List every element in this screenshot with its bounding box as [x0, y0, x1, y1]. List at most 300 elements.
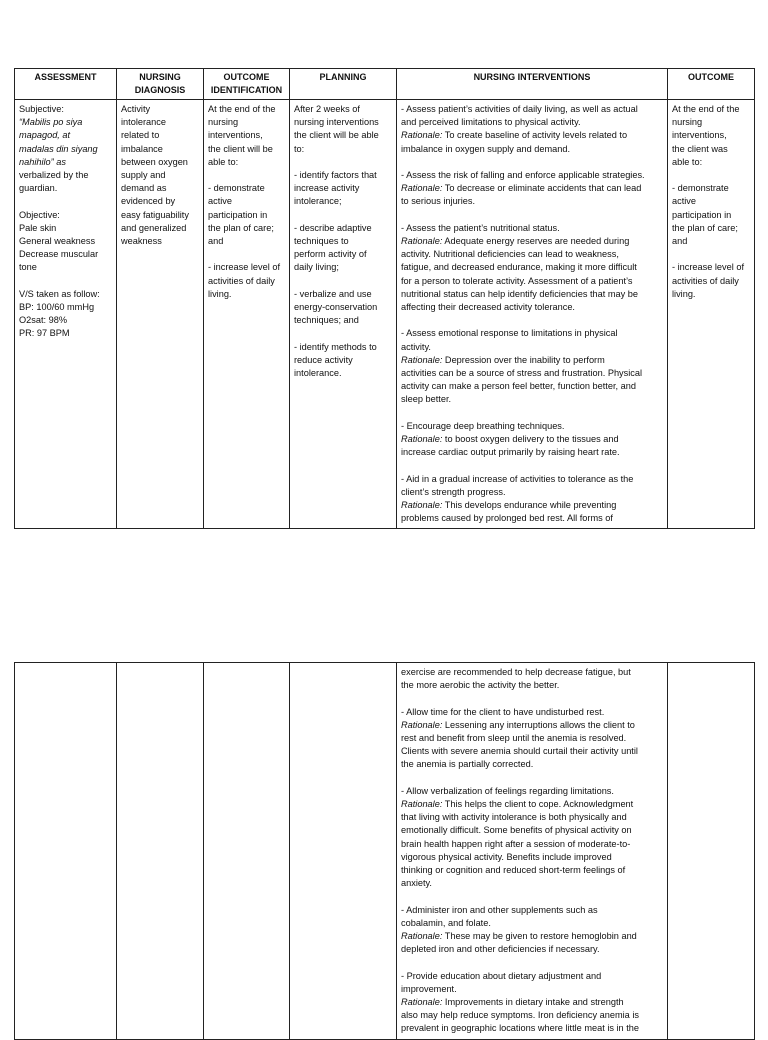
line-text: easy fatiguability: [121, 209, 189, 220]
blank-line: [672, 169, 750, 182]
text-line: [672, 261, 750, 274]
line-text: interventions,: [672, 130, 727, 141]
header-row: [15, 69, 755, 100]
line-text: between oxygen: [121, 156, 188, 167]
header-line: OUTCOME: [688, 72, 734, 82]
blank-line: [19, 275, 112, 288]
line-text: intolerance.: [294, 368, 342, 378]
line-text: nursing: [672, 117, 703, 128]
line-text: - Aid in a gradual increase of activities to tolerance as the: [401, 473, 634, 484]
line-text: activities of daily: [208, 275, 275, 286]
line-text: and perceived limitations to physical activity.: [401, 117, 581, 128]
line-text: able to:: [672, 156, 703, 167]
header-line: DIAGNOSIS: [134, 85, 186, 95]
line-text: - describe adaptive: [294, 222, 372, 233]
text-line: [294, 354, 392, 367]
line-text: - Provide education about dietary adjustment and: [401, 970, 602, 981]
line-text: - demonstrate: [208, 183, 265, 194]
text-line: [19, 156, 112, 169]
assessment-cell: [15, 100, 117, 529]
blank-line: [401, 407, 663, 420]
text-line: [401, 103, 663, 116]
table-row: [15, 663, 755, 1040]
blank-line: [401, 209, 663, 222]
line-text: weakness: [121, 236, 162, 247]
text-line: [294, 143, 392, 156]
line-text: Depression over the inability to perform: [442, 354, 605, 365]
line-text: techniques; and: [294, 315, 359, 326]
header-planning: [290, 69, 397, 100]
nursing-interventions-cell-continued: [397, 663, 668, 1040]
line-text: depleted iron and other deficiencies if necessary.: [401, 944, 600, 955]
text-line: [294, 129, 392, 142]
header-line: OUTCOME: [223, 72, 270, 82]
line-text: exercise are recommended to help decrease fatigue, but: [401, 667, 631, 677]
table-row: [15, 100, 755, 529]
text-line: [672, 182, 750, 195]
text-line: [401, 1009, 663, 1022]
text-line: [401, 904, 663, 917]
header-line: NURSING INTERVENTIONS: [473, 72, 591, 82]
line-text: active: [672, 196, 697, 207]
line-text: Improvements in dietary intake and strength: [442, 997, 624, 1008]
line-text: the client will be able: [294, 130, 379, 141]
text-line: [401, 996, 663, 1009]
line-text: Lessening any interruptions allows the client to: [442, 719, 635, 730]
line-text: nursing interventions: [294, 117, 379, 128]
line-text: - demonstrate: [672, 183, 729, 194]
text-line: [401, 327, 663, 340]
line-text: Clients with severe anemia should curtail their activity until: [401, 746, 638, 757]
text-line: [19, 143, 112, 156]
line-text: - Encourage deep breathing techniques.: [401, 420, 565, 431]
line-text: Subjective:: [19, 104, 64, 114]
line-text: After 2 weeks of: [294, 104, 360, 114]
text-line: [121, 116, 199, 129]
text-line: [401, 222, 663, 235]
line-text: able to:: [208, 156, 239, 167]
line-text: verbalized by the: [19, 170, 89, 181]
text-line: [121, 195, 199, 208]
text-line: [121, 209, 199, 222]
text-line: [401, 499, 663, 512]
line-text: mapagod, at: [19, 130, 71, 141]
line-text: - increase level of: [208, 262, 281, 273]
line-text: demand as: [121, 183, 167, 194]
line-text: To decrease or eliminate accidents that can lead: [442, 183, 642, 194]
line-text: - Assess patient’s activities of daily living, as well as actual: [401, 104, 638, 114]
line-text: participation in: [672, 209, 732, 220]
line-text: - identify methods to: [294, 341, 377, 352]
assessment-cell-continued: [15, 663, 117, 1040]
text-line: [19, 116, 112, 129]
line-text: sleep better.: [401, 394, 452, 405]
text-line: [401, 917, 663, 930]
text-line: [19, 129, 112, 142]
text-line: [401, 420, 663, 433]
line-text: rest and benefit from sleep until the anemia is resolved.: [401, 733, 627, 743]
text-line: [401, 811, 663, 824]
blank-line: [294, 327, 392, 340]
line-text: - Allow verbalization of feelings regarding limitations.: [401, 785, 614, 796]
line-text: tone: [19, 262, 37, 273]
outcome-cell-continued: [668, 663, 755, 1040]
line-text: - Assess emotional response to limitations in physical: [401, 328, 618, 339]
line-text: supply and: [121, 170, 166, 181]
text-line: [208, 275, 285, 288]
rationale-label: Rationale:: [401, 931, 443, 942]
outcome-identification-cell-continued: [204, 663, 290, 1040]
line-text: and: [672, 236, 688, 247]
text-line: [121, 235, 199, 248]
blank-line: [294, 275, 392, 288]
header-outcome: [668, 69, 755, 100]
line-text: related to: [121, 130, 160, 141]
blank-line: [401, 772, 663, 785]
rationale-label: Rationale:: [401, 434, 443, 445]
line-text: nahihilo” as: [19, 156, 66, 167]
line-text: cobalamin, and folate.: [401, 917, 491, 928]
planning-cell-continued: [290, 663, 397, 1040]
outcome-cell: [668, 100, 755, 529]
line-text: to boost oxygen delivery to the tissues and: [442, 434, 619, 445]
header-line: NURSING: [139, 72, 181, 82]
text-line: [121, 103, 199, 116]
text-line: [401, 877, 663, 890]
text-line: [401, 288, 663, 301]
nursing-interventions-cell: [397, 100, 668, 529]
line-text: - Assess the patient’s nutritional status.: [401, 222, 560, 233]
rationale-label: Rationale:: [401, 799, 443, 809]
text-line: [208, 143, 285, 156]
text-line: [672, 116, 750, 129]
blank-line: [401, 459, 663, 472]
line-text: problems caused by prolonged bed rest. All forms of: [401, 513, 613, 524]
line-text: participation in: [208, 209, 268, 220]
line-text: nutritional status can help identify deficiencies that may be: [401, 288, 638, 299]
text-line: [294, 261, 392, 274]
text-line: [294, 314, 392, 327]
text-line: [121, 169, 199, 182]
care-plan-table-page-2: [14, 662, 755, 1040]
blank-line: [208, 169, 285, 182]
text-line: [401, 261, 663, 274]
text-line: [208, 261, 285, 274]
text-line: [401, 169, 663, 182]
text-line: [401, 864, 663, 877]
line-text: the plan of care;: [208, 222, 274, 233]
nursing-diagnosis-cell-continued: [117, 663, 204, 1040]
text-line: [294, 235, 392, 248]
text-line: [294, 222, 392, 235]
text-line: [294, 103, 392, 116]
text-line: [401, 354, 663, 367]
line-text: that living with activity intolerance is both physically and: [401, 812, 627, 823]
text-line: [672, 143, 750, 156]
line-text: PR: 97 BPM: [19, 328, 70, 339]
blank-line: [208, 248, 285, 261]
text-line: [672, 222, 750, 235]
rationale-label: Rationale:: [401, 130, 443, 141]
line-text: daily living;: [294, 262, 339, 273]
line-text: nursing: [208, 117, 239, 128]
text-line: [19, 169, 112, 182]
text-line: [19, 103, 112, 116]
header-nursing-diagnosis: [117, 69, 204, 100]
header-outcome-identification: [204, 69, 290, 100]
text-line: [401, 248, 663, 261]
text-line: [401, 745, 663, 758]
text-line: [294, 248, 392, 261]
text-line: [294, 182, 392, 195]
text-line: [19, 288, 112, 301]
text-line: [208, 103, 285, 116]
line-text: prevalent in geographic locations where little meat is in the: [401, 1023, 639, 1034]
nursing-diagnosis-cell: [117, 100, 204, 529]
text-line: [401, 486, 663, 499]
line-text: - Assess the risk of falling and enforce applicable strategies.: [401, 170, 645, 180]
text-line: [401, 512, 663, 525]
text-line: [294, 195, 392, 208]
line-text: emotionally difficult. Some benefits of physical activity on: [401, 825, 632, 836]
text-line: [208, 129, 285, 142]
text-line: [401, 930, 663, 943]
text-line: [208, 288, 285, 301]
line-text: activities can be a source of stress and frustration. Physical: [401, 368, 643, 379]
text-line: [401, 446, 663, 459]
line-text: affecting their decreased activity tolerance.: [401, 302, 575, 313]
line-text: At the end of the: [208, 104, 276, 114]
line-text: the anemia is partially corrected.: [401, 759, 534, 770]
text-line: [294, 116, 392, 129]
text-line: [401, 341, 663, 354]
line-text: imbalance in oxygen supply and demand.: [401, 143, 571, 154]
line-text: anxiety.: [401, 878, 432, 889]
text-line: [401, 719, 663, 732]
text-line: [401, 785, 663, 798]
text-line: [121, 129, 199, 142]
text-line: [401, 393, 663, 406]
text-line: [208, 235, 285, 248]
text-line: [401, 706, 663, 719]
line-text: techniques to: [294, 236, 349, 246]
line-text: activities of daily: [672, 275, 739, 286]
text-line: [401, 666, 663, 679]
text-line: [672, 275, 750, 288]
text-line: [401, 970, 663, 983]
blank-line: [401, 956, 663, 969]
header-nursing-interventions: [397, 69, 668, 100]
line-text: increase cardiac output primarily by raising heart rate.: [401, 447, 620, 458]
blank-line: [672, 248, 750, 261]
line-text: active: [208, 196, 233, 207]
text-line: [401, 758, 663, 771]
text-line: [294, 169, 392, 182]
line-text: the client was: [672, 143, 728, 154]
text-line: [401, 473, 663, 486]
text-line: [208, 156, 285, 169]
line-text: evidenced by: [121, 196, 176, 207]
line-text: activity. Nutritional deficiencies can lead to weakness,: [401, 249, 619, 260]
text-line: [208, 222, 285, 235]
text-line: [208, 182, 285, 195]
line-text: vigorous physical activity. Benefits include improved: [401, 851, 612, 862]
line-text: - Administer iron and other supplements such as: [401, 904, 598, 915]
text-line: [19, 327, 112, 340]
line-text: Pale skin: [19, 222, 57, 233]
line-text: the plan of care;: [672, 222, 738, 233]
line-text: “Mabilis po siya: [19, 117, 83, 128]
text-line: [19, 301, 112, 314]
rationale-label: Rationale:: [401, 354, 443, 365]
rationale-label: Rationale:: [401, 183, 443, 194]
care-plan-table-page-1: [14, 68, 755, 529]
line-text: At the end of the: [672, 104, 740, 114]
blank-line: [401, 692, 663, 705]
outcome-identification-cell: [204, 100, 290, 529]
text-line: [401, 301, 663, 314]
line-text: the more aerobic the activity the better.: [401, 680, 560, 691]
text-line: [672, 235, 750, 248]
rationale-label: Rationale:: [401, 500, 443, 511]
line-text: V/S taken as follow:: [19, 288, 100, 299]
text-line: [401, 195, 663, 208]
line-text: and generalized: [121, 222, 187, 233]
text-line: [19, 314, 112, 327]
line-text: General weakness: [19, 236, 96, 247]
text-line: [401, 1022, 663, 1035]
text-line: [294, 301, 392, 314]
text-line: [121, 156, 199, 169]
text-line: [208, 116, 285, 129]
line-text: This helps the client to cope. Acknowledgment: [442, 799, 634, 809]
line-text: O2sat: 98%: [19, 315, 68, 326]
line-text: - increase level of: [672, 262, 745, 273]
text-line: [672, 209, 750, 222]
line-text: This develops endurance while preventing: [442, 500, 617, 511]
header-assessment: [15, 69, 117, 100]
line-text: Objective:: [19, 209, 60, 220]
line-text: to serious injuries.: [401, 196, 476, 207]
text-line: [401, 367, 663, 380]
text-line: [401, 838, 663, 851]
blank-line: [19, 195, 112, 208]
rationale-label: Rationale:: [401, 236, 443, 246]
blank-line: [401, 314, 663, 327]
text-line: [401, 851, 663, 864]
line-text: living.: [208, 288, 232, 299]
line-text: living.: [672, 288, 696, 299]
blank-line: [401, 890, 663, 903]
text-line: [19, 248, 112, 261]
line-text: BP: 100/60 mmHg: [19, 302, 95, 313]
line-text: Activity: [121, 104, 151, 114]
planning-cell: [290, 100, 397, 529]
text-line: [294, 288, 392, 301]
text-line: [672, 288, 750, 301]
line-text: energy-conservation: [294, 302, 378, 312]
header-line: IDENTIFICATION: [210, 85, 283, 95]
text-line: [401, 380, 663, 393]
line-text: also may help reduce symptoms. Iron deficiency anemia is: [401, 1010, 639, 1021]
line-text: Adequate energy reserves are needed during: [442, 236, 630, 246]
blank-line: [294, 156, 392, 169]
text-line: [401, 943, 663, 956]
text-line: [401, 983, 663, 996]
text-line: [401, 129, 663, 142]
text-line: [401, 182, 663, 195]
line-text: reduce activity: [294, 354, 353, 365]
line-text: improvement.: [401, 983, 457, 994]
header-line: ASSESSMENT: [34, 72, 97, 82]
text-line: [401, 143, 663, 156]
text-line: [19, 235, 112, 248]
line-text: - Allow time for the client to have undisturbed rest.: [401, 706, 605, 717]
line-text: perform activity of: [294, 249, 367, 260]
line-text: the client will be: [208, 143, 273, 154]
text-line: [672, 195, 750, 208]
line-text: imbalance: [121, 143, 163, 154]
line-text: intolerance: [121, 117, 166, 128]
text-line: [401, 433, 663, 446]
line-text: These may be given to restore hemoglobin and: [442, 931, 637, 942]
blank-line: [294, 209, 392, 222]
text-line: [401, 116, 663, 129]
text-line: [19, 182, 112, 195]
line-text: thinking or cognition and reduced short-term feelings of: [401, 865, 626, 876]
text-line: [208, 209, 285, 222]
line-text: activity can make a person feel better, function better, and: [401, 381, 636, 392]
text-line: [401, 798, 663, 811]
text-line: [19, 222, 112, 235]
text-line: [401, 824, 663, 837]
line-text: madalas din siyang: [19, 143, 98, 154]
line-text: interventions,: [208, 130, 263, 141]
text-line: [401, 235, 663, 248]
blank-line: [401, 156, 663, 169]
line-text: guardian.: [19, 183, 58, 194]
line-text: fatigue, and decreased endurance, making it more difficult: [401, 262, 637, 273]
line-text: - verbalize and use: [294, 288, 372, 299]
line-text: Decrease muscular: [19, 249, 99, 260]
text-line: [672, 103, 750, 116]
line-text: brain health happen right after a session of moderate-to-: [401, 838, 631, 849]
line-text: increase activity: [294, 183, 360, 194]
line-text: activity.: [401, 341, 431, 352]
text-line: [19, 261, 112, 274]
text-line: [294, 341, 392, 354]
rationale-label: Rationale:: [401, 719, 443, 730]
line-text: and: [208, 236, 224, 247]
text-line: [294, 367, 392, 380]
line-text: To create baseline of activity levels related to: [442, 130, 628, 141]
text-line: [672, 156, 750, 169]
line-text: intolerance;: [294, 196, 342, 207]
line-text: for a person to tolerate activity. Assessment of a patient’s: [401, 275, 633, 286]
text-line: [121, 182, 199, 195]
text-line: [121, 222, 199, 235]
text-line: [401, 732, 663, 745]
text-line: [121, 143, 199, 156]
text-line: [401, 679, 663, 692]
line-text: client’s strength progress.: [401, 486, 506, 497]
header-line: PLANNING: [319, 72, 367, 82]
text-line: [401, 275, 663, 288]
line-text: - identify factors that: [294, 170, 377, 180]
rationale-label: Rationale:: [401, 997, 443, 1008]
text-line: [208, 195, 285, 208]
line-text: to:: [294, 143, 305, 154]
